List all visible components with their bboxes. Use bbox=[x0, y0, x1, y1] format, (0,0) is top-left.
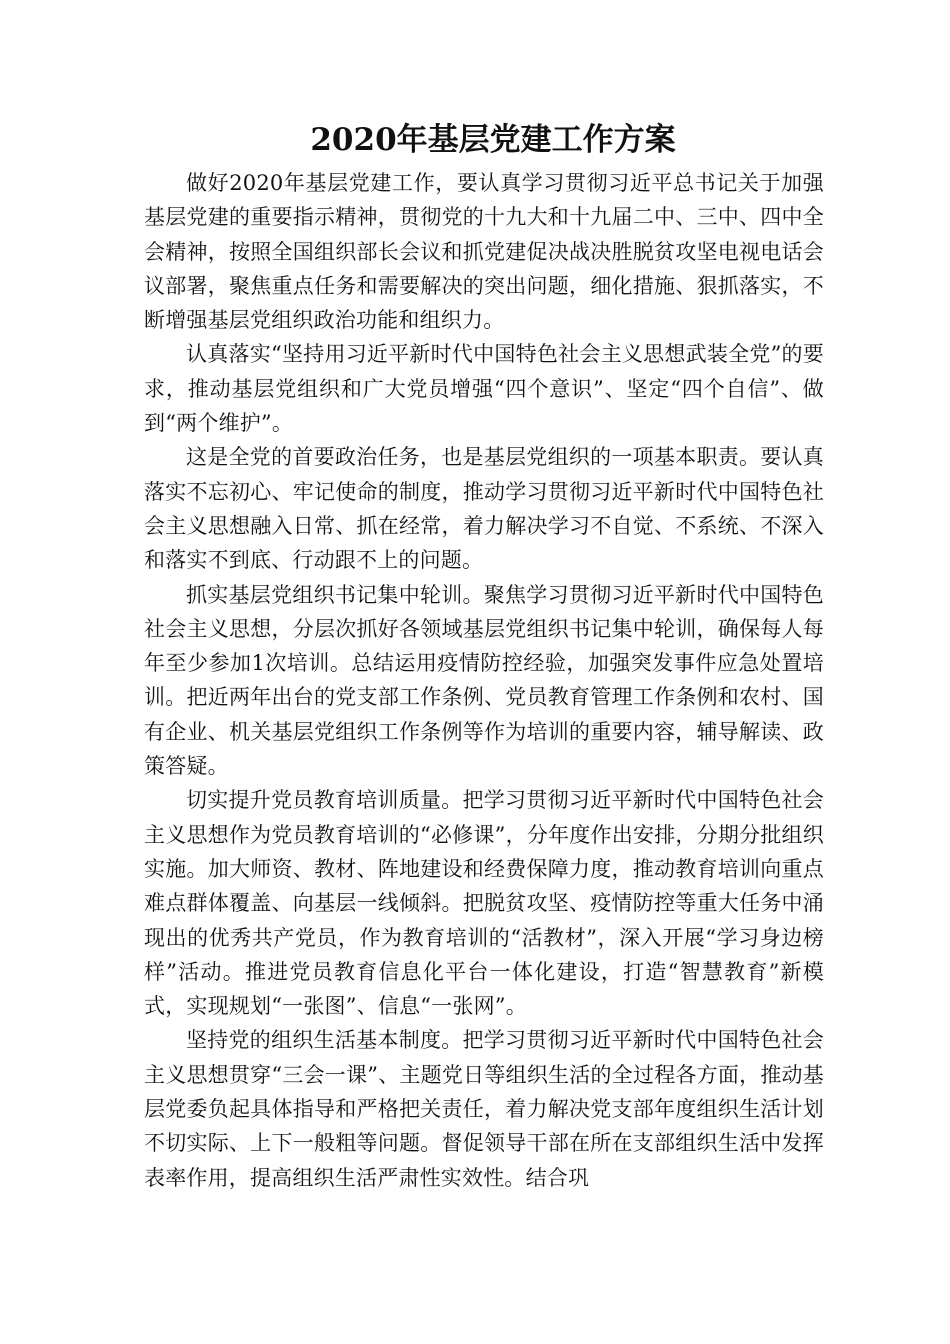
paragraph-6: 坚持党的组织生活基本制度。把学习贯彻习近平新时代中国特色社会主义思想贯穿“三会一课”、主题党日等组织生活的全过程各方面，推动基层党委负起具体指导和严格把关责任，着力解决党支部年度组织生活计划不切实际、上下一般粗等问题。督促领导干部在所在支部组织生活中发挥表率作用，提高组织生活严肃性实效性。结合巩 bbox=[144, 1028, 824, 1190]
paragraph-5: 切实提升党员教育培训质量。把学习贯彻习近平新时代中国特色社会主义思想作为党员教育培训的“必修课”，分年度作出安排，分期分批组织实施。加大师资、教材、阵地建设和经费保障力度，推动教育培训向重点难点群体覆盖、向基层一线倾斜。把脱贫攻坚、疫情防控等重大任务中涌现出的优秀共产党员，作为教育培训的“活教材”，深入开展“学习身边榜样”活动。推进党员教育信息化平台一体化建设，打造“智慧教育”新模式，实现规划“一张图”、信息“一张网”。 bbox=[144, 788, 824, 1019]
paragraph-2: 认真落实“坚持用习近平新时代中国特色社会主义思想武装全党”的要求，推动基层党组织和广大党员增强“四个意识”、坚定“四个自信”、做到“两个维护”。 bbox=[144, 342, 824, 436]
paragraph-4: 抓实基层党组织书记集中轮训。聚焦学习贯彻习近平新时代中国特色社会主义思想，分层次抓好各领域基层党组织书记集中轮训，确保每人每年至少参加1次培训。总结运用疫情防控经验，加强突发事件应急处置培训。把近两年出台的党支部工作条例、党员教育管理工作条例和农村、国有企业、机关基层党组织工作条例等作为培训的重要内容，辅导解读、政策答疑。 bbox=[144, 582, 824, 779]
paragraph-1: 做好2020年基层党建工作，要认真学习贯彻习近平总书记关于加强基层党建的重要指示精神，贯彻党的十九大和十九届二中、三中、四中全会精神，按照全国组织部长会议和抓党建促决战决胜脱贫攻坚电视电话会议部署，聚焦重点任务和需要解决的突出问题，细化措施、狠抓落实，不断增强基层党组织政治功能和组织力。 bbox=[144, 171, 824, 333]
document-body bbox=[144, 166, 824, 1195]
paragraph-3: 这是全党的首要政治任务，也是基层党组织的一项基本职责。要认真落实不忘初心、牢记使命的制度，推动学习贯彻习近平新时代中国特色社会主义思想融入日常、抓在经常，着力解决学习不自觉、不系统、不深入和落实不到底、行动跟不上的问题。 bbox=[144, 445, 824, 573]
document-title: 2020年基层党建工作方案 bbox=[310, 122, 676, 158]
